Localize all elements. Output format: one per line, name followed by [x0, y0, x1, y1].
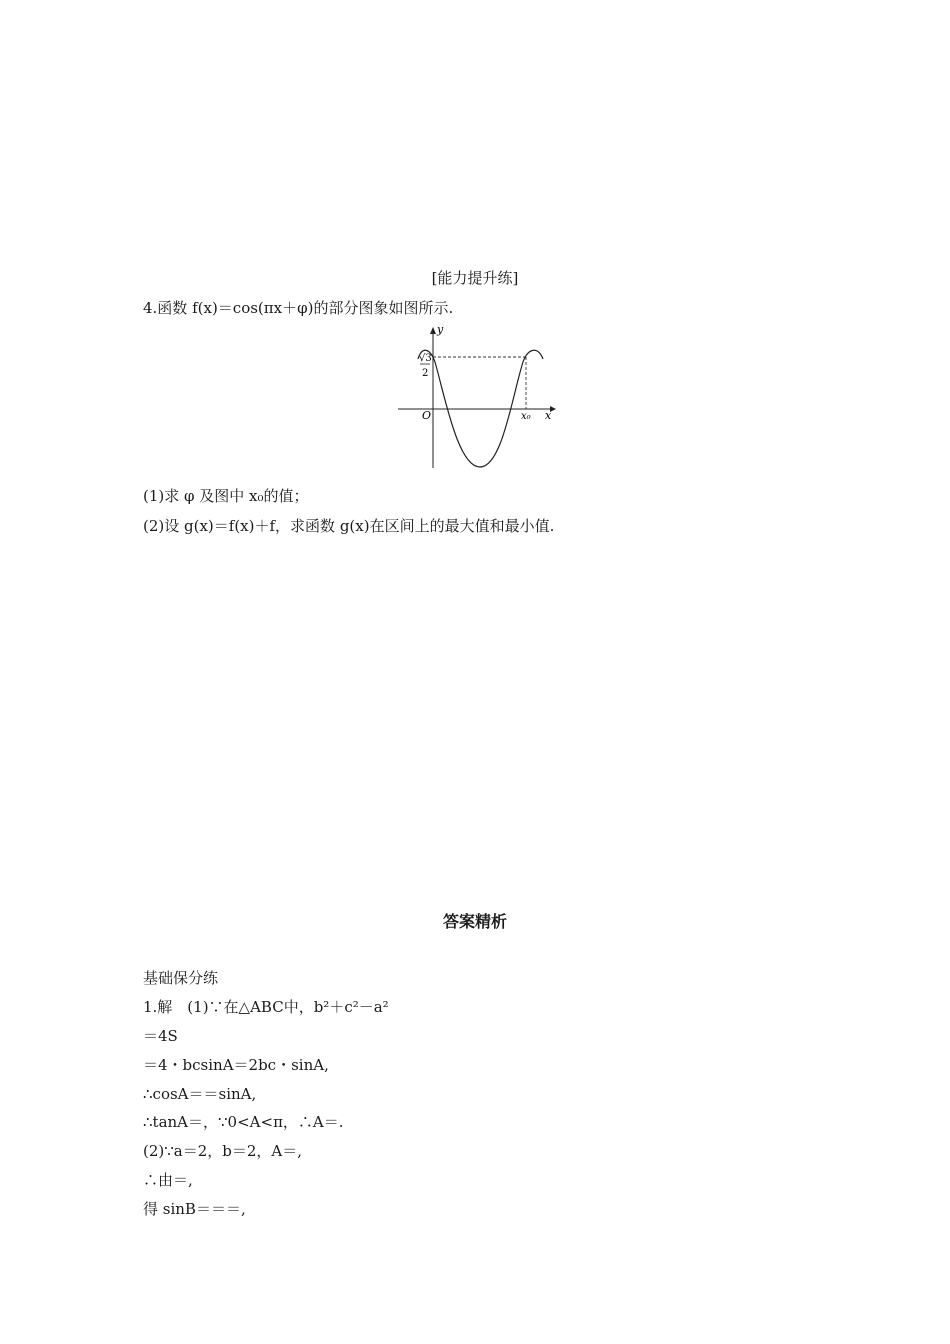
answer-line: 得 sinB＝＝＝,	[143, 1200, 246, 1218]
answer-line: ＝4S	[143, 1027, 178, 1045]
answer-line: (2)∵a＝2，b＝2，A＝,	[143, 1142, 303, 1160]
answer-line: ∴tanA＝，∵0<A<π，∴A＝.	[143, 1113, 344, 1131]
y-axis-arrow	[430, 327, 436, 334]
y-tick-denominator: 2	[422, 368, 429, 379]
y-axis-label: y	[437, 323, 444, 336]
answer-line: 1.解 (1)∵在△ABC中，b²＋c²－a²	[143, 998, 389, 1016]
answer-line: ＝4・bcsinA＝2bc・sinA,	[143, 1056, 329, 1074]
x-axis-label: x	[545, 409, 552, 422]
section-title: [能力提升练]	[431, 269, 519, 287]
answers-title: 答案精析	[442, 912, 507, 931]
cosine-graph	[390, 322, 560, 472]
problem-4-question-2: (2)设 g(x)＝f(x)＋f，求函数 g(x)在区间上的最大值和最小值.	[143, 517, 555, 535]
x0-label: x₀	[521, 411, 531, 422]
answer-line: ∴由＝,	[143, 1171, 193, 1189]
answers-subtitle: 基础保分练	[143, 969, 219, 987]
y-tick-numerator: √3	[419, 353, 432, 364]
problem-4-question-1: (1)求 φ 及图中 x₀的值；	[143, 487, 309, 505]
problem-4-statement: 4.函数 f(x)＝cos(πx＋φ)的部分图象如图所示.	[143, 299, 454, 317]
origin-label: O	[422, 409, 432, 422]
answer-line: ∴cosA＝＝sinA,	[143, 1085, 257, 1103]
